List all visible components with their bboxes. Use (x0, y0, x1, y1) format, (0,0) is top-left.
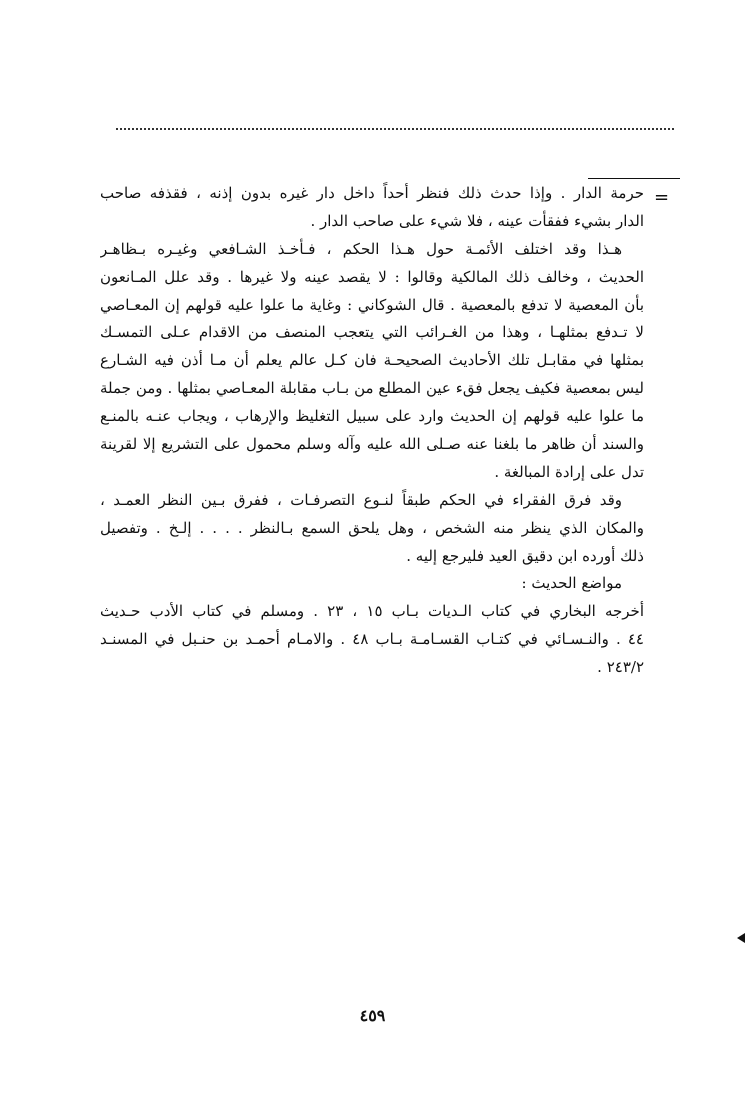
dotted-separator (116, 128, 674, 130)
text-line: أخرجه البخاري في كتاب الـديات بـاب ١٥ ، ٢٣ . ومسلم في كتاب الأدب حـديث (100, 602, 644, 621)
text-line: ٢٤٣/٢ . (597, 658, 644, 677)
text-line: بمثلها في مقابـل تلك الأحاديث الصحيحـة فان كـل عالم يعلم أن مـا أذن فيه الشـارع (100, 351, 644, 370)
text-line: ذلك أورده ابن دقيق العيد فليرجع إليه . (406, 546, 644, 565)
text-line: الحديث ، وخالف ذلك المالكية وقالوا : لا يقصد عينه ولا غيرها . وقد علل المـانعون (100, 267, 644, 286)
text-line: هـذا وقد اختلف الأئمـة حول هـذا الحكم ، فـأخـذ الشـافعي وغيـره بـظاهـر (100, 239, 622, 258)
section-heading: مواضع الحديث : (521, 574, 622, 593)
text-line: ليس بمعصية فكيف يجعل فقء عين المطلع من بـاب مقابلة المعـاصي بمثلها . ومن جملة (100, 379, 644, 398)
text-line: ٤٤ . والنـسـائي في كتـاب القسـامـة بـاب ٤٨ . والامـام أحمـد بن حنـبل في المسنـد (100, 630, 644, 649)
text-line: حرمة الدار . وإذا حدث ذلك فنظر أحداً داخل دار غيره بدون إذنه ، فقذفه صاحب (100, 184, 644, 202)
continuation-marker: = (654, 187, 670, 208)
text-line: ما علوا عليه قولهم إن الحديث وارد على سبيل التغليظ والإرهاب ، ويجاب عنـه بالمنـع (100, 407, 644, 426)
text-line: لا تـدفع بمثلهـا ، وهذا من الغـرائب التي يتعجب المنصف من الاقدام عـلى التمسـك (100, 323, 644, 342)
footnote-text (100, 180, 644, 682)
text-line: بأن المعصية لا تدفع بالمعصية . قال الشوكاني : وغاية ما علوا عليه قولهم إن المعـاصي (100, 295, 644, 314)
text-line: تدل على إرادة المبالغة . (494, 462, 644, 481)
footnote-rule (588, 178, 680, 179)
edge-arrow-icon (737, 933, 745, 943)
text-line: والمكان الذي ينظر منه الشخص ، وهل يلحق السمع بـالنظر . . . . إلـخ . وتفصيل (100, 518, 644, 537)
text-line: والسند أن ظاهر ما بلغنا عنه صـلى الله عليه وآله وسلم محمول على التشريع إلا لقرينة (100, 435, 644, 454)
text-line: الدار بشيء ففقأت عينه ، فلا شيء على صاحب الدار . (310, 211, 644, 230)
page-number: ٤٥٩ (359, 1006, 386, 1025)
text-line: وقد فرق الفقراء في الحكم طبقاً لنـوع التصرفـات ، ففرق بـين النظر العمـد ، (100, 490, 622, 509)
